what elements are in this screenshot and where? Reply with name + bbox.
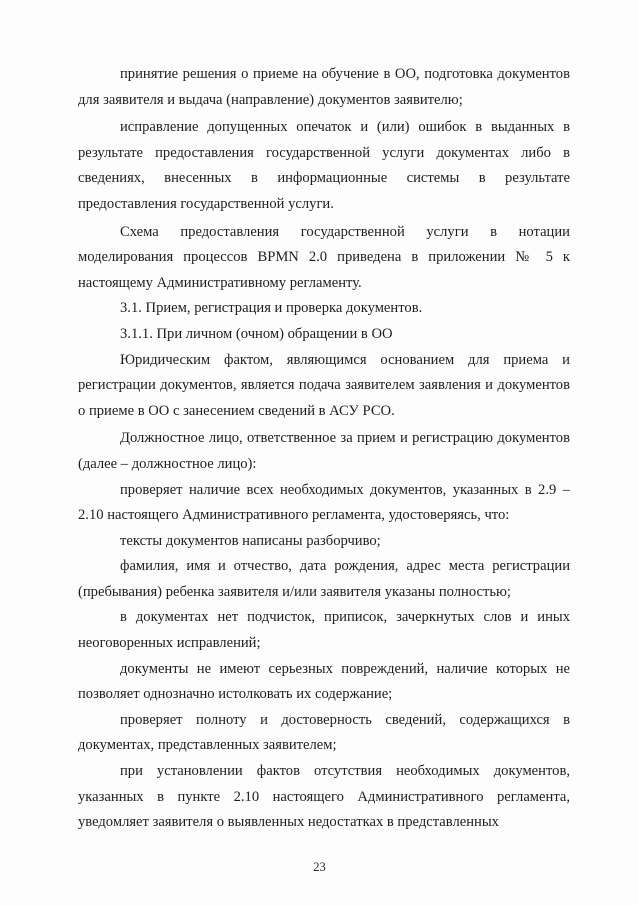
paragraph-corrections: исправление допущенных опечаток и (или) ошибок в выданных в результате предоставления государственной услуги документах либо в сведениях, внесенных в информационные системы в результате предоставления государственной услуги. (78, 119, 570, 212)
document-body (78, 62, 570, 836)
paragraph-checks-documents: проверяет наличие всех необходимых документов, указанных в 2.9 – 2.10 настоящего Административного регламента, удостоверяясь, что: (78, 481, 570, 524)
paragraph-missing-documents: при установлении фактов отсутствия необходимых документов, указанных в пункте 2.10 настоящего Административного регламента, уведомляет заявителя о выявленных недостатках в представленных (78, 763, 570, 831)
paragraph-legal-fact: Юридическим фактом, являющимся основанием для приема и регистрации документов, является подача заявителем заявления и документов о приеме в ОО с занесением сведений в АСУ РСО. (78, 351, 570, 419)
paragraph-official: Должностное лицо, ответственное за прием и регистрацию документов (далее – должностное лицо): (78, 430, 570, 472)
section-heading-3-1-1: 3.1.1. При личном (очном) обращении в ОО (120, 325, 393, 342)
list-item-full-name: фамилия, имя и отчество, дата рождения, адрес места регистрации (пребывания) ребенка заявителя и/или заявителя указаны полностью; (78, 558, 570, 600)
section-heading-3-1: 3.1. Прием, регистрация и проверка документов. (120, 300, 423, 317)
paragraph-checks-completeness: проверяет полноту и достоверность сведений, содержащихся в документах, представленных заявителем; (78, 711, 570, 754)
list-item-no-erasures: в документах нет подчисток, приписок, зачеркнутых слов и иных неоговоренных исправлений; (78, 609, 570, 652)
paragraph-bpmn-scheme: Схема предоставления государственной услуги в нотации моделирования процессов BPMN 2.0 приведена в приложении № 5 к настоящему Административному регламенту. (78, 223, 570, 291)
page-number: 23 (313, 860, 326, 874)
paragraph-decision: принятие решения о приеме на обучение в ОО, подготовка документов для заявителя и выдача (направление) документов заявителю; (78, 66, 570, 108)
list-item-no-damage: документы не имеют серьезных повреждений, наличие которых не позволяет однозначно истолковать их содержание; (78, 660, 570, 703)
list-item-legible: тексты документов написаны разборчиво; (120, 532, 381, 549)
